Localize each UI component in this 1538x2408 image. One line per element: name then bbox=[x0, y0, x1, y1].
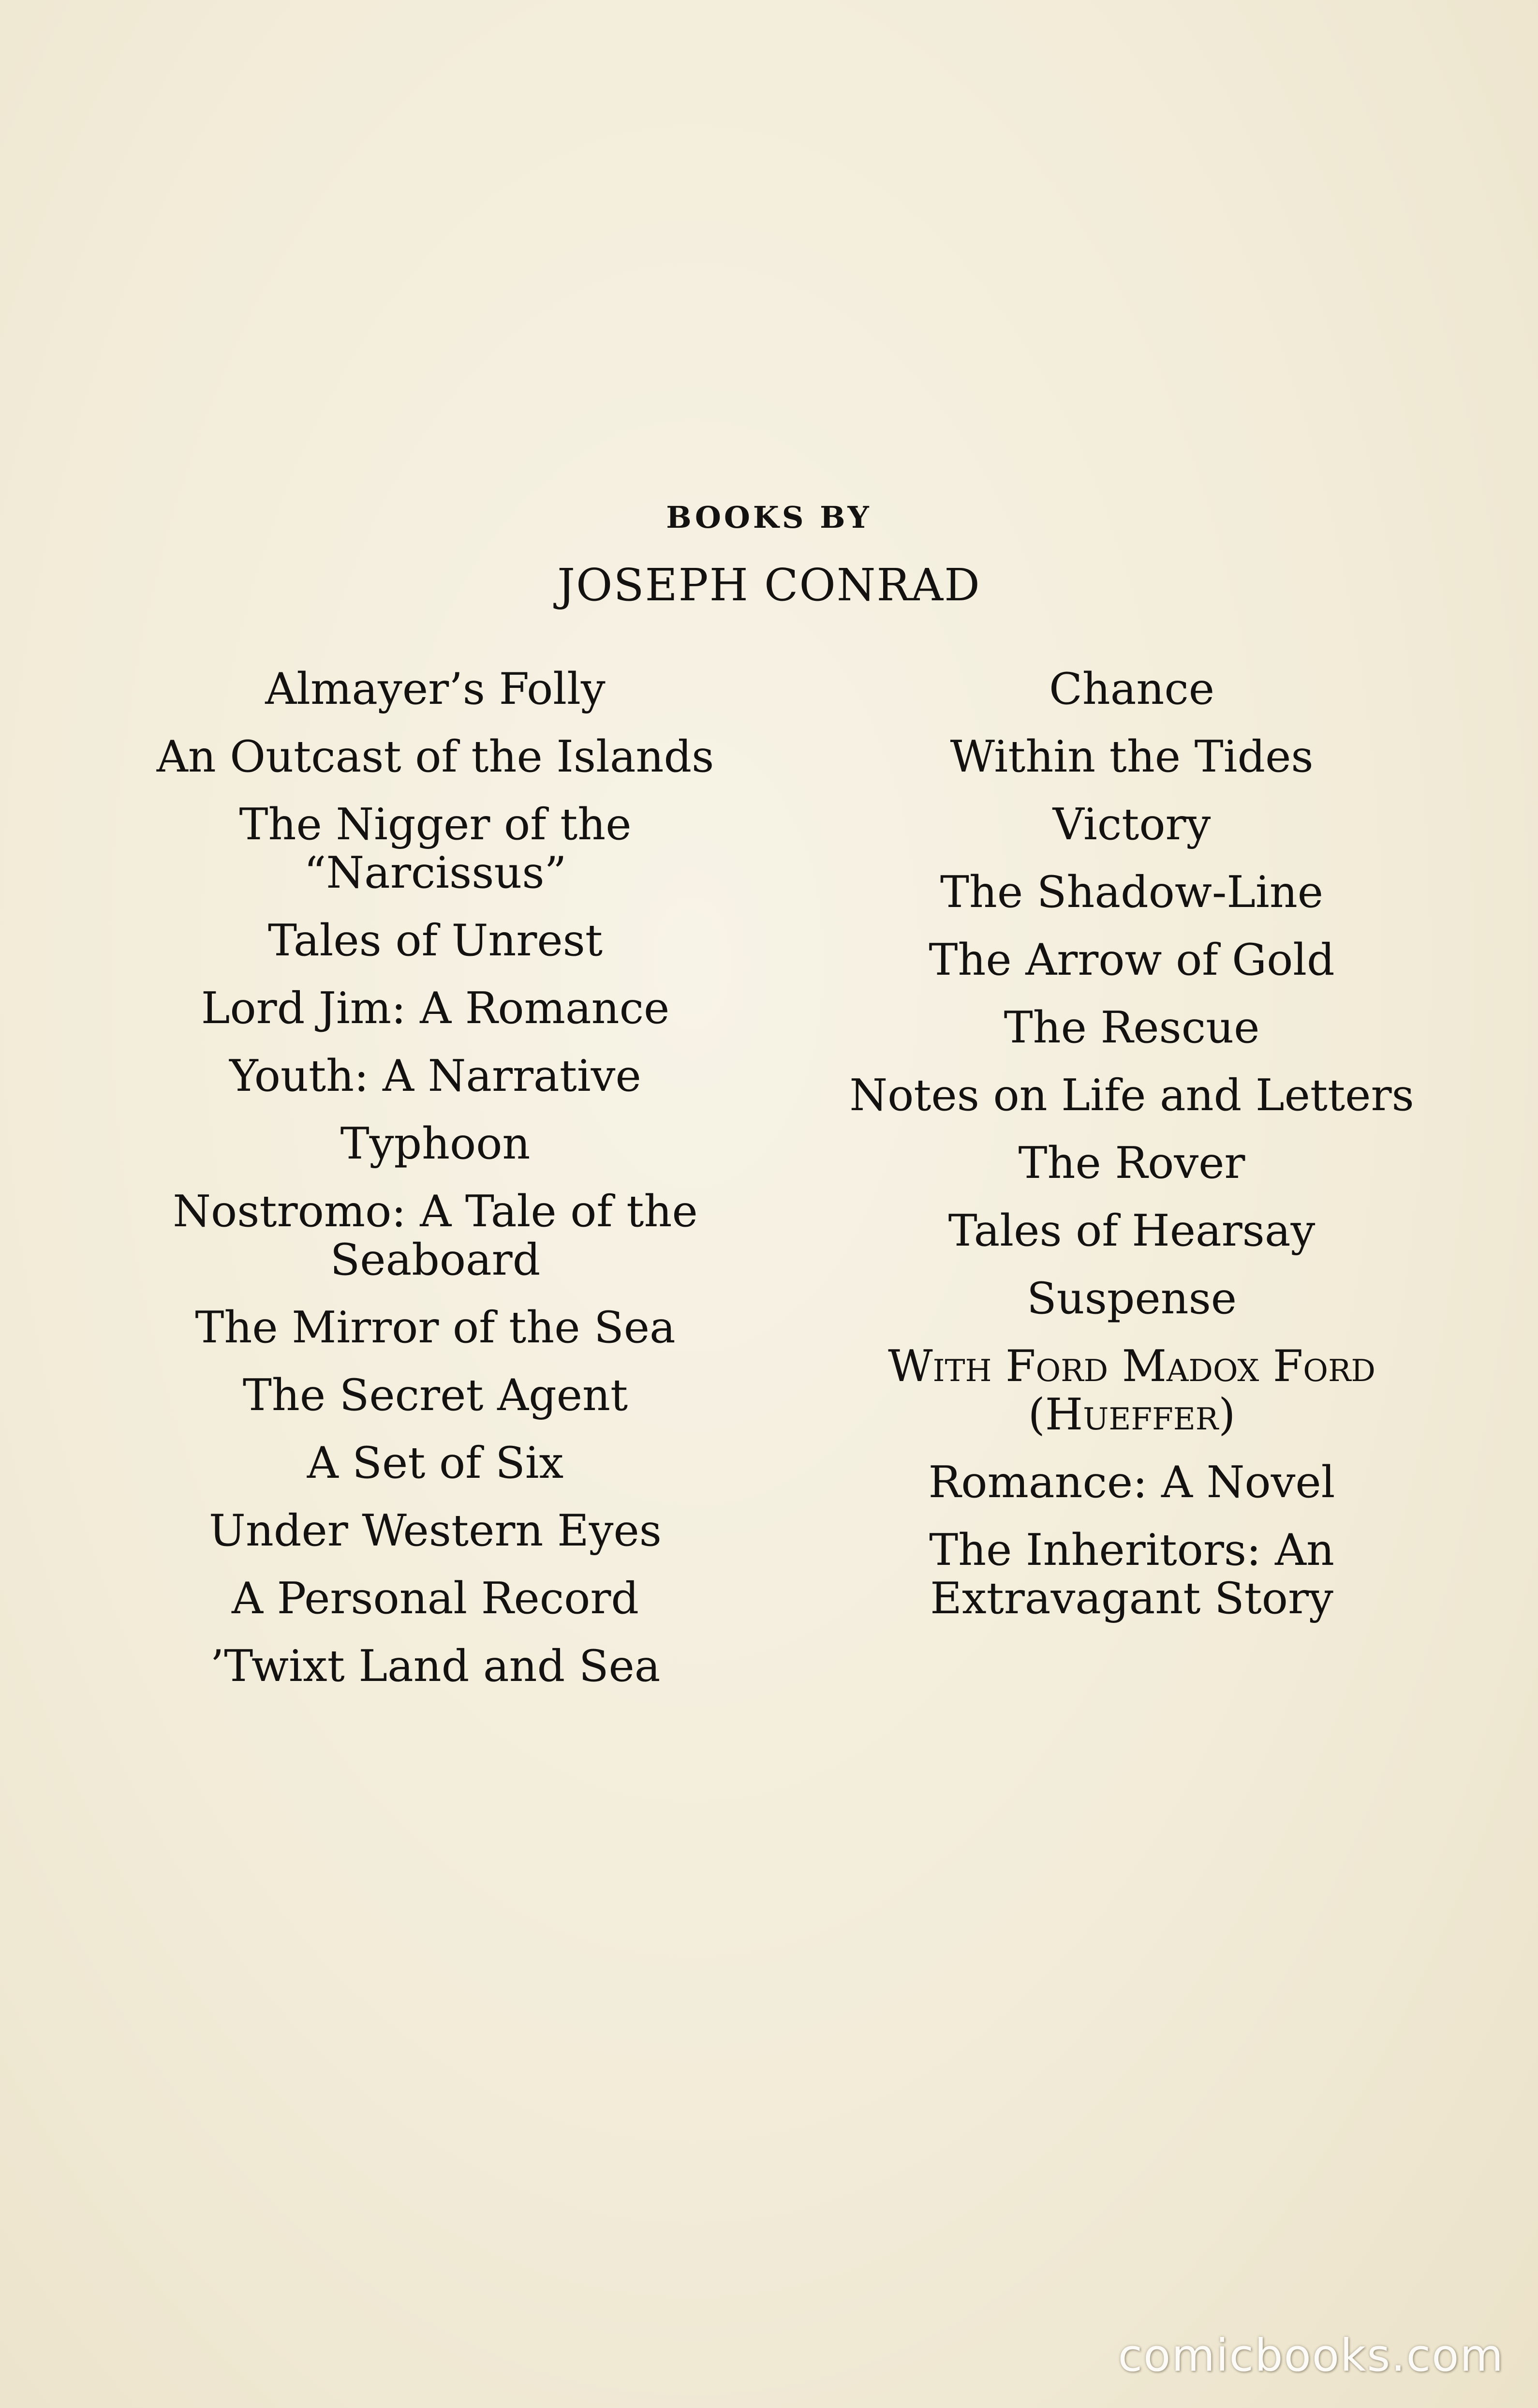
right-title-list bbox=[803, 665, 1461, 1642]
book-title: A Personal Record bbox=[231, 1573, 639, 1624]
book-title: Youth: A Narrative bbox=[229, 1051, 641, 1101]
book-title: The Secret Agent bbox=[242, 1370, 628, 1421]
book-title: The Shadow-Line bbox=[940, 867, 1324, 918]
book-title: A Set of Six bbox=[307, 1438, 564, 1488]
book-title: Tales of Unrest bbox=[267, 915, 603, 966]
collaboration-heading: With Ford Madox Ford (Hueffer) bbox=[888, 1341, 1375, 1440]
book-title: An Outcast of the Islands bbox=[156, 731, 714, 782]
left-title-list bbox=[106, 665, 764, 1710]
book-title: The Rescue bbox=[1004, 1002, 1260, 1053]
book-title: The Nigger of the “Narcissus” bbox=[239, 799, 632, 898]
book-title: Under Western Eyes bbox=[209, 1505, 662, 1556]
book-title: Nostromo: A Tale of the Seaboard bbox=[173, 1186, 698, 1285]
book-title: The Rover bbox=[1018, 1138, 1245, 1189]
book-title: Romance: A Novel bbox=[928, 1457, 1335, 1508]
book-title: Chance bbox=[1049, 664, 1215, 714]
book-title: Tales of Hearsay bbox=[948, 1205, 1316, 1256]
book-title: Notes on Life and Letters bbox=[849, 1070, 1414, 1121]
books-by-heading: BOOKS BY bbox=[666, 500, 872, 535]
site-watermark: comicbooks.com bbox=[1118, 2330, 1504, 2381]
author-heading: JOSEPH CONRAD bbox=[557, 559, 981, 611]
book-title: The Inheritors: An Extravagant Story bbox=[929, 1525, 1334, 1624]
book-title: Suspense bbox=[1026, 1273, 1237, 1324]
book-title: ’Twixt Land and Sea bbox=[210, 1641, 661, 1692]
book-title: Victory bbox=[1052, 799, 1211, 850]
book-title: The Mirror of the Sea bbox=[195, 1302, 676, 1353]
book-title: The Arrow of Gold bbox=[929, 935, 1335, 985]
book-title: Lord Jim: A Romance bbox=[201, 983, 670, 1034]
book-title: Typhoon bbox=[340, 1118, 531, 1169]
book-title: Almayer’s Folly bbox=[265, 664, 606, 714]
book-title: Within the Tides bbox=[950, 731, 1314, 782]
